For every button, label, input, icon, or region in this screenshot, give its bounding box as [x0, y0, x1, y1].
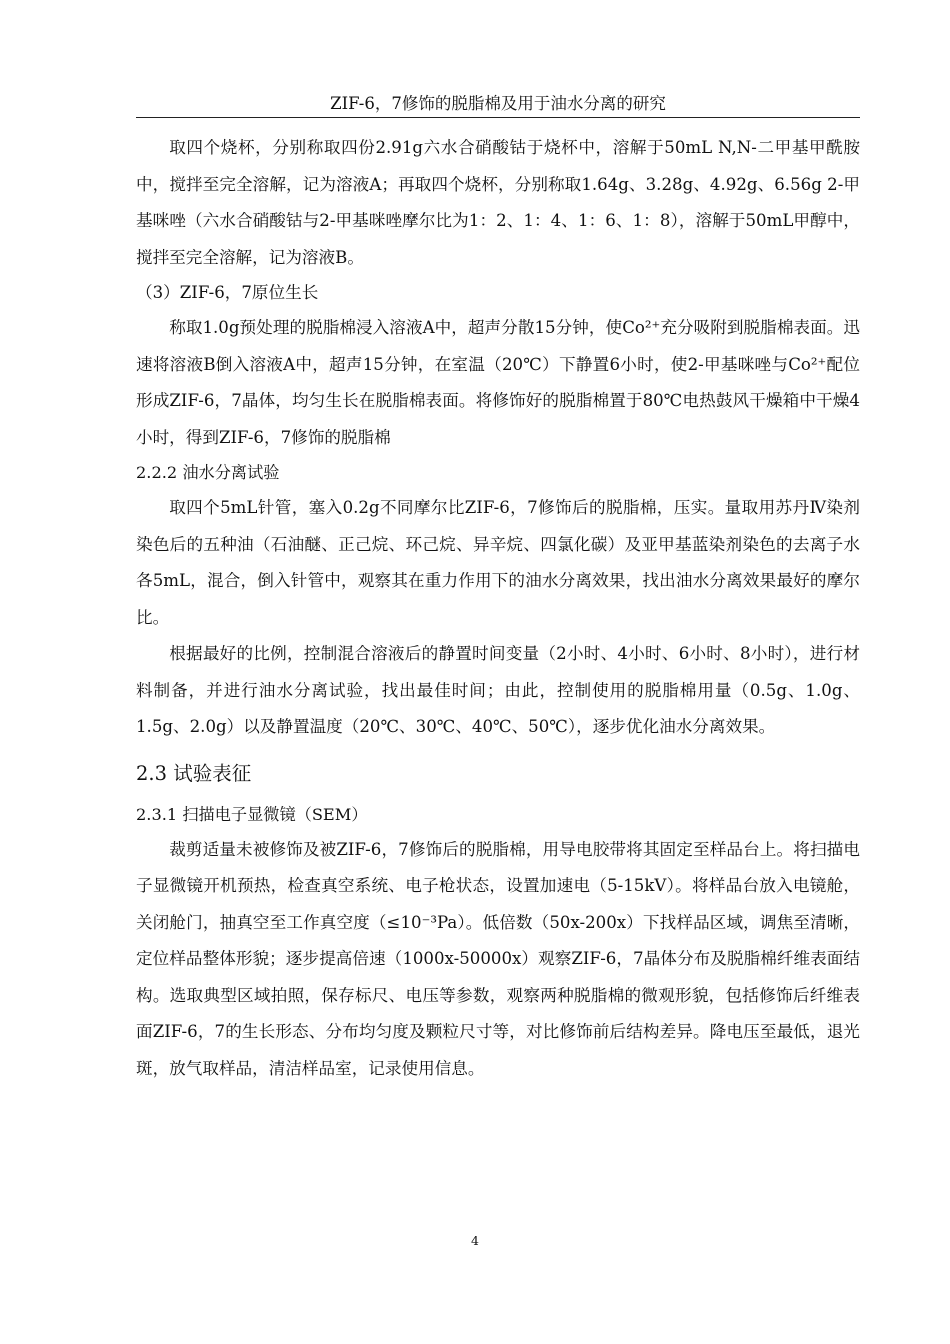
paragraph-growth: 称取1.0g预处理的脱脂棉浸入溶液A中，超声分散15分钟，使Co²⁺充分吸附到脱脂棉表面。迅速将溶液B倒入溶液A中，超声15分钟，在室温（20℃）下静置6小时，使2-甲基咪唑与Co²⁺配位形成ZIF-6，7晶体，均匀生长在脱脂棉表面。将修饰好的脱脂棉置于80℃电热鼓风干燥箱中干燥4小时，得到ZIF-6，7修饰的脱脂棉 — [136, 318, 860, 447]
section-2-3-1-heading: 2.3.1 扫描电子显微镜（SEM） — [136, 804, 368, 824]
header-rule — [136, 117, 860, 118]
page-number: 4 — [471, 1233, 479, 1248]
paragraph-sem: 裁剪适量未被修饰及被ZIF-6，7修饰后的脱脂棉，用导电胶带将其固定至样品台上。将扫描电子显微镜开机预热，检查真空系统、电子枪状态，设置加速电（5-15kV）。将样品台放入电镜舱，关闭舱门，抽真空至工作真空度（≤10⁻³Pa）。低倍数（50x-200x）下找样品区域，调焦至清晰，定位样品整体形貌；逐步提高倍速（1000x-50000x）观察ZIF-6，7晶体分布及脱脂棉纤维表面结构。选取典型区域拍照，保存标尺、电压等参数，观察两种脱脂棉的微观形貌，包括修饰后纤维表面ZIF-6，7的生长形态、分布均匀度及颗粒尺寸等，对比修饰前后结构差异。降电压至最低，退光斑，放气取样品，清洁样品室，记录使用信息。 — [136, 839, 860, 1078]
page-body — [136, 130, 860, 1087]
section-2-3-heading: 2.3 试验表征 — [136, 761, 252, 785]
section-2-2-2-heading: 2.2.2 油水分离试验 — [136, 463, 280, 482]
paragraph-oil-separation-1: 取四个5mL针管，塞入0.2g不同摩尔比ZIF-6，7修饰后的脱脂棉，压实。量取用苏丹Ⅳ染剂染色后的五种油（石油醚、正己烷、环己烷、异辛烷、四氯化碳）及亚甲基蓝染剂染色的去离子水各5mL，混合，倒入针管中，观察其在重力作用下的油水分离效果，找出油水分离效果最好的摩尔比。 — [136, 498, 860, 627]
paragraph-solutions: 取四个烧杯，分别称取四份2.91g六水合硝酸钴于烧杯中，溶解于50mL N,N-二甲基甲酰胺中，搅拌至完全溶解，记为溶液A；再取四个烧杯，分别称取1.64g、3.28g、4.92g、6.56g 2-甲基咪唑（六水合硝酸钴与2-甲基咪唑摩尔比为1：2、1：4、1：6、1：8），溶解于50mL甲醇中，搅拌至完全溶解，记为溶液B。 — [136, 138, 860, 267]
step-3-heading: （3）ZIF-6，7原位生长 — [136, 283, 319, 302]
running-header: ZIF-6，7修饰的脱脂棉及用于油水分离的研究 — [330, 94, 666, 113]
paragraph-oil-separation-2: 根据最好的比例，控制混合溶液后的静置时间变量（2小时、4小时、6小时、8小时），进行材料制备，并进行油水分离试验，找出最佳时间；由此，控制使用的脱脂棉用量（0.5g、1.0g、1.5g、2.0g）以及静置温度（20℃、30℃、40℃、50℃），逐步优化油水分离效果。 — [136, 644, 860, 736]
